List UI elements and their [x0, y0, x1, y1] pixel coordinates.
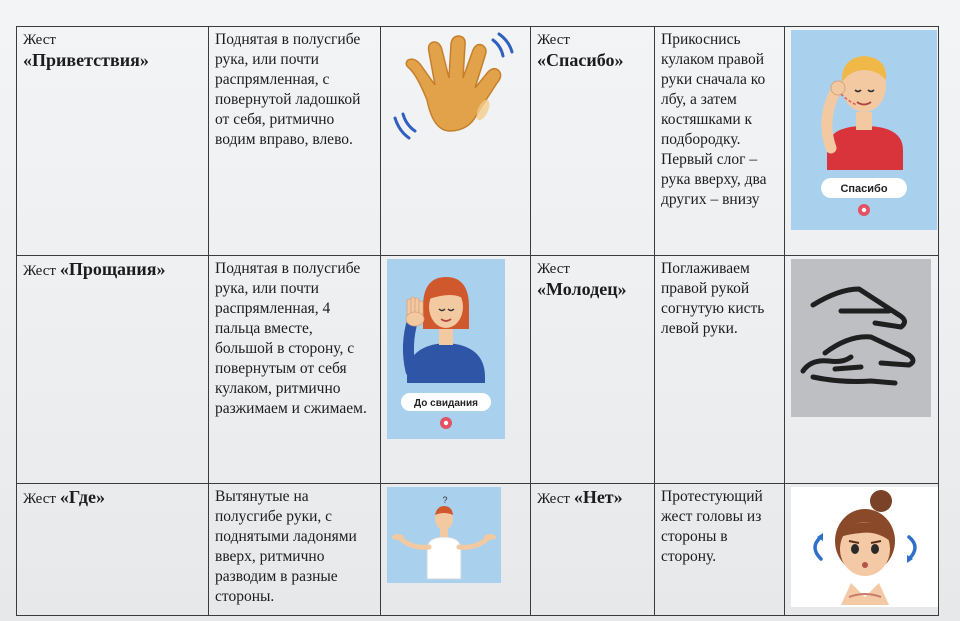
gesture-name-cell [531, 256, 655, 484]
gesture-prefix: Жест [23, 32, 56, 48]
gesture-name-cell [531, 27, 655, 256]
gesture-description: Протестующий жест головы из стороны в сторону. [655, 484, 785, 616]
gesture-prefix: Жест [23, 263, 56, 279]
gesture-description: Прикоснись кулаком правой руки сначала ко лбу, а затем костяшками к подбородку. Первый слог – рука вверху, два других – внизу [655, 27, 785, 256]
table-row [17, 27, 939, 256]
head-shake-no-illustration [791, 487, 939, 607]
thank-you-gesture-illustration [791, 30, 937, 230]
gesture-name-cell [531, 484, 655, 616]
gesture-description: Поднятая в полусгибе рука, или почти распрямленная, с повернутой ладошкой от себя, ритмично водим вправо, влево. [209, 27, 381, 256]
svg-text:?: ? [442, 495, 448, 505]
waving-hand-icon [387, 30, 527, 150]
gesture-image-cell [785, 484, 939, 616]
gesture-description: Поглаживаем правой рукой согнутую кисть левой руки. [655, 256, 785, 484]
gesture-prefix: Жест [537, 32, 570, 48]
gesture-name: «Прощания» [59, 259, 166, 279]
gesture-image-cell [785, 256, 939, 484]
gesture-description: Поднятая в полусгибе рука, или почти распрямленная, 4 пальца вместе, большой в сторону, с повернутым от себя кулаком, ритмично разжимаем и сжимаем. [209, 256, 381, 484]
gesture-image-cell [381, 27, 531, 256]
card-caption: Спасибо [840, 183, 888, 195]
gesture-name: «Молодец» [537, 279, 627, 299]
gestures-table [16, 26, 939, 616]
stroking-hands-icon [791, 259, 931, 417]
gesture-name: «Где» [59, 487, 106, 507]
where-gesture-illustration [387, 487, 501, 583]
goodbye-gesture-illustration [387, 259, 505, 439]
gesture-prefix: Жест [537, 261, 570, 277]
gesture-image-cell [381, 484, 531, 616]
gesture-name: «Приветствия» [23, 50, 149, 70]
gesture-image-cell [785, 27, 939, 256]
gesture-prefix: Жест [537, 491, 570, 507]
card-caption: До свидания [414, 398, 478, 409]
gesture-description: Вытянутые на полусгибе руки, с поднятыми ладонями вверх, ритмично разводим в разные стороны. [209, 484, 381, 616]
gesture-image-cell [381, 256, 531, 484]
gesture-name-cell [17, 27, 209, 256]
gesture-name: «Нет» [573, 487, 623, 507]
gesture-name-cell [17, 256, 209, 484]
table-row [17, 484, 939, 616]
gesture-prefix: Жест [23, 491, 56, 507]
gesture-name: «Спасибо» [537, 50, 624, 70]
gesture-name-cell [17, 484, 209, 616]
table-row [17, 256, 939, 484]
